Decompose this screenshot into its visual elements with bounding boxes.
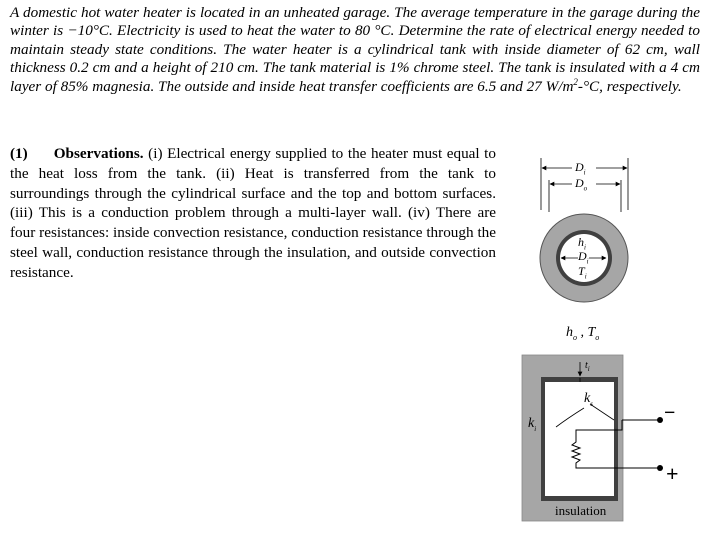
- problem-statement: [10, 4, 700, 96]
- insulation-label: insulation: [555, 503, 607, 518]
- label-insulation-thickness: $t_i$: [585, 360, 590, 373]
- positive-terminal: [657, 465, 663, 471]
- label-ks: $k_s$: [584, 391, 593, 408]
- label-inner-diameter: $D_i$: [578, 249, 589, 266]
- figure-drawing: [510, 150, 710, 540]
- observations-body: (i) Electrical energy supplied to the heater must equal to the heat loss from the tank. (ii) Heat is transferred from the tank to surroundings through the cylindrical surface and the top and bottom surfaces. (iii) This is a conduction problem through a multi-layer wall. (iv) There are four resistances: inside convection resistance, conduction resistance through the steel wall, conduction resistance through the insulation, and outside convection resistance.: [10, 145, 497, 281]
- unit-superscript: 2: [573, 76, 578, 87]
- problem-text-end: -°C, respectively.: [577, 77, 682, 95]
- label-ti: $T_i$: [578, 264, 587, 281]
- negative-terminal: [657, 417, 663, 423]
- observations-heading: Observations.: [53, 145, 144, 162]
- label-ki: $k_i$: [528, 416, 537, 433]
- side-interior: [545, 382, 614, 496]
- label-inner-dimension: $D_o$: [575, 176, 588, 193]
- observations-paragraph: [10, 144, 496, 283]
- observation-number: (1): [10, 145, 28, 162]
- label-hi: $h_i$: [578, 235, 586, 252]
- label-ho-to: $h_o$ , $T_o$: [566, 325, 600, 342]
- problem-text: A domestic hot water heater is located in an unheated garage. The average temperature in the garage during the winter is −10°C. Electricity is used to heat the water to 80 °C. Determine the rate of electrical energy needed to maintain steady state conditions. The water heater is a cylindrical tank with inside diameter of 62 cm, wall thickness 0.2 cm and a height of 210 cm. The tank material is 1% chrome steel. The tank is insulated with a 4 cm layer of 85% magnesia. The outside and inside heat transfer coefficients are 6.5 and 27 W/m: [10, 4, 700, 95]
- water-heater-figure: [510, 150, 710, 540]
- plus-sign: +: [666, 461, 679, 486]
- label-outer-diameter: $D_i$: [575, 160, 586, 177]
- minus-sign: −: [664, 402, 676, 424]
